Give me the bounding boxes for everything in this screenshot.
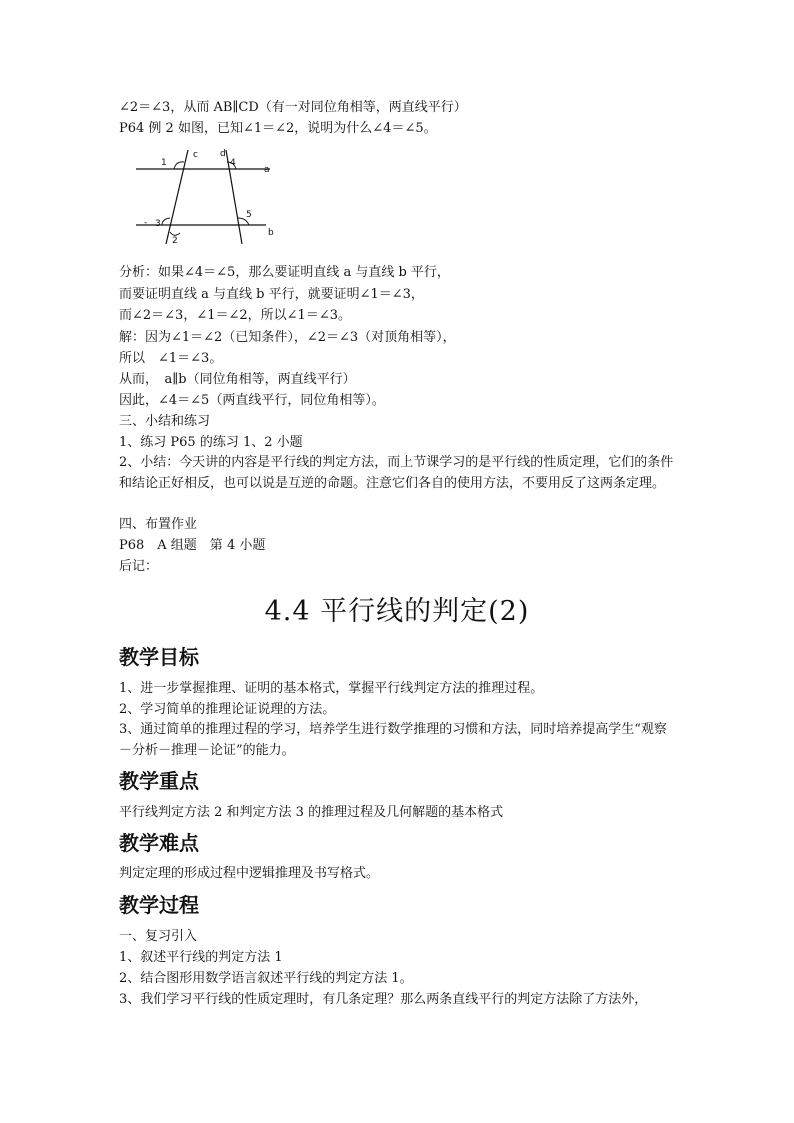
process-item: 3、我们学习平行线的性质定理时，有几条定理？那么两条直线平行的判定方法除了方法外， [119, 992, 648, 1007]
section-summary-heading: 三、小结和练习 [119, 414, 211, 429]
angle-1-arc [174, 162, 184, 169]
label-angle-2: 2 [172, 236, 178, 246]
homework-line: P68 A 组题 第 4 小题 [119, 538, 266, 553]
label-line-d: d [220, 149, 226, 159]
angle-2-arc [170, 232, 180, 235]
analysis-line: 分析：如果∠4＝∠5，那么要证明直线 a 与直线 b 平行， [119, 265, 450, 280]
solution-line: 解：因为∠1＝∠2（已知条件），∠2＝∠3（对顶角相等）， [119, 330, 456, 345]
afterword-line: 后记： [119, 559, 159, 574]
difficulties-heading: 教学难点 [119, 831, 199, 855]
label-line-c: c [193, 150, 198, 160]
text-line: ∠2＝∠3，从而 AB∥CD（有一对同位角相等，两直线平行） [119, 100, 467, 115]
solution-line: 因此，∠4＝∠5（两直线平行，同位角相等）。 [119, 393, 385, 408]
process-item: 一、复习引入 [119, 929, 198, 944]
label-angle-1: 1 [161, 158, 167, 168]
goal-item: 1、进一步掌握推理、证明的基本格式，掌握平行线判定方法的推理过程。 [119, 681, 544, 696]
key-points-text: 平行线判定方法 2 和判定方法 3 的推理过程及几何解题的基本格式 [119, 805, 504, 820]
process-heading: 教学过程 [119, 893, 199, 917]
angle-3-arc [162, 218, 170, 225]
section-homework-heading: 四、布置作业 [119, 517, 198, 532]
lesson-title: 4.4 平行线的判定(2) [264, 596, 530, 627]
example-prompt: P64 例 2 如图，已知∠1＝∠2，说明为什么∠4＝∠5。 [119, 121, 437, 136]
parallel-lines-figure [132, 146, 278, 246]
goals-heading: 教学目标 [119, 645, 199, 669]
label-line-a: a [264, 165, 270, 175]
label-angle-4: 4 [230, 158, 236, 168]
process-item: 1、叙述平行线的判定方法 1 [119, 950, 283, 965]
label-angle-3: 3 [155, 219, 161, 229]
analysis-line: 而∠2＝∠3，∠1＝∠2，所以∠1＝∠3。 [119, 308, 351, 323]
difficulties-text: 判定定理的形成过程中逻辑推理及书写格式。 [119, 866, 380, 881]
solution-line: 所以 ∠1＝∠3。 [119, 351, 223, 366]
label-dash: - [144, 218, 148, 228]
process-item: 2、结合图形用数学语言叙述平行线的判定方法 1。 [119, 971, 413, 986]
label-line-b: b [268, 228, 274, 238]
key-points-heading: 教学重点 [119, 769, 199, 793]
solution-line: 从而， a∥b（同位角相等，两直线平行） [119, 372, 356, 387]
goal-item: 2、学习简单的推理论证说理的方法。 [119, 702, 336, 717]
summary-paragraph: 2、小结：今天讲的内容是平行线的判定方法，而上节课学习的是平行线的性质定理，它们的条件和结论正好相反，也可以说是互逆的命题。注意它们各自的使用方法，不要用反了这两条定理。 [119, 455, 674, 491]
analysis-line: 而要证明直线 a 与直线 b 平行，就要证明∠1＝∠3， [119, 287, 424, 302]
label-angle-5: 5 [246, 210, 252, 220]
figure-svg [132, 146, 278, 246]
goal-item: 3、通过简单的推理过程的学习，培养学生进行数学推理的习惯和方法，同时培养提高学生“观察－分析－推理－论证”的能力。 [119, 722, 667, 758]
exercise-line: 1、练习 P65 的练习 1、2 小题 [119, 435, 303, 450]
